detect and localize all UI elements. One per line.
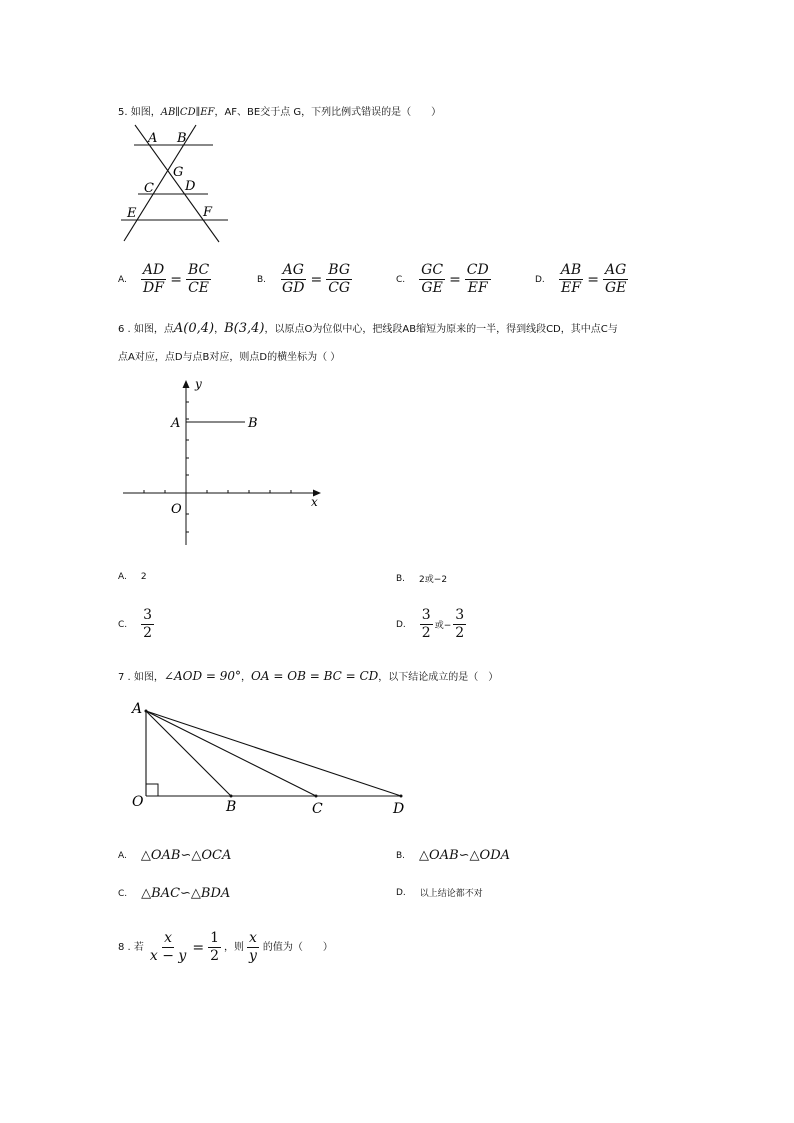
q8-den1: x − y (149, 948, 187, 964)
q5-option-a-equals: = (170, 271, 182, 288)
q6-option-d-letter: D. (396, 619, 406, 630)
q5-option-c-num1: GC (421, 262, 444, 278)
q8-den3: y (249, 948, 257, 964)
q5-option-d-num1: AB (560, 262, 582, 278)
q6-option-d-num1: 3 (421, 607, 431, 623)
q6-option-d-frac1 (420, 607, 433, 642)
q6-option-d-num2: 3 (455, 607, 465, 623)
q6-label-y: y (195, 377, 202, 391)
q7-label-b: B (226, 799, 237, 815)
q6-option-d-den1: 2 (421, 625, 431, 641)
q8-num3: x (249, 930, 257, 946)
q7-stem-pre: 7 . 如图， (118, 672, 164, 683)
q8-pre: 8 . 若 (118, 941, 144, 953)
q5-option-b[interactable] (257, 262, 352, 297)
q7-segment-ab (146, 711, 231, 796)
q7-label-c: C (312, 801, 323, 817)
q6-option-c-letter: C. (118, 619, 128, 630)
q5-option-c-letter: C. (396, 274, 406, 285)
q8-num2: 1 (210, 930, 219, 946)
q7-option-b-letter: B. (396, 850, 406, 861)
q7-label-o: O (132, 794, 144, 810)
q5-label-a: A (148, 131, 158, 146)
q6-label-a: A (171, 416, 181, 431)
q7-option-a-text: △OAB∽△OCA (140, 848, 232, 863)
q5-option-b-den1: GD (282, 280, 305, 296)
q5-stem-math: AB∥CD∥EF (160, 107, 215, 118)
q6-line1-pre: 6 . 如图，点 (118, 324, 174, 335)
q8-mid: ，则 (224, 941, 244, 953)
q5-option-a-letter: A. (118, 274, 127, 285)
q5-label-g: G (173, 165, 184, 180)
q5-label-b: B (177, 131, 187, 146)
q6-option-d-frac2 (453, 607, 466, 642)
q7-right-angle-mark (146, 784, 158, 796)
q7-sep: ， (241, 672, 252, 683)
q5-label-e: E (127, 206, 137, 221)
q5-option-a-den2: CE (188, 280, 210, 296)
q6-option-d-den2: 2 (455, 625, 465, 641)
q6-point-b: B(3,4) (224, 321, 265, 336)
q5-option-a-den1: DF (143, 280, 164, 296)
q7-point-d (400, 795, 403, 798)
q6-option-a[interactable] (118, 572, 147, 582)
q6-option-c[interactable] (118, 607, 154, 642)
q7-segment-ac (146, 711, 316, 796)
q7-angle: ∠AOD = 90° (163, 669, 242, 683)
q8-post: 的值为（ ） (262, 941, 333, 953)
q7-point-c (315, 795, 318, 798)
q7-option-d-letter: D. (396, 887, 406, 898)
q5-option-c-num2: CD (466, 262, 489, 278)
q6-label-o: O (171, 502, 182, 517)
q5-option-c-den1: GE (421, 280, 443, 296)
q6-option-a-letter: A. (118, 572, 127, 582)
q5-label-d: D (185, 179, 196, 194)
q5-stem (118, 106, 441, 120)
q7-stem-post: ，以下结论成立的是（ ） (378, 672, 499, 683)
q7-stem (118, 669, 498, 685)
q6-sep: ， (214, 324, 225, 335)
q6-option-c-frac (141, 607, 154, 642)
q5-option-c-equals: = (449, 271, 461, 288)
q6-label-x: x (311, 495, 318, 509)
q7-option-c[interactable] (118, 886, 230, 901)
q5-option-d-frac2 (603, 262, 628, 297)
q5-number: 5 (118, 107, 125, 118)
q5-option-d-letter: D. (535, 274, 545, 285)
q5-option-b-frac1 (280, 262, 306, 297)
q6-option-b-text: 2或−2 (419, 575, 448, 585)
q7-figure (128, 698, 413, 820)
q6-line1-post: ，以原点O为位似中心，把线段AB缩短为原来的一半，得到线段CD，其中点C与 (264, 324, 618, 335)
q6-option-b-letter: B. (396, 573, 406, 584)
q5-option-d[interactable] (535, 262, 628, 297)
q5-option-c-frac2 (465, 262, 491, 297)
q7-option-b-text: △OAB∽△ODA (419, 848, 511, 863)
q5-option-a-frac2 (186, 262, 211, 297)
q8-stem (118, 930, 333, 965)
q6-option-d-mid: 或− (434, 621, 452, 631)
q5-option-a-num2: BC (187, 262, 210, 278)
q7-label-d: D (393, 801, 405, 817)
q6-option-a-text: 2 (140, 572, 147, 582)
q5-option-d-num2: AG (604, 262, 627, 278)
q7-option-c-text: △BAC∽△BDA (141, 886, 231, 901)
q7-equalities: OA = OB = BC = CD (251, 669, 379, 683)
q5-option-c[interactable] (396, 262, 491, 297)
q6-point-a: A(0,4) (173, 321, 215, 336)
q5-option-a-frac1 (141, 262, 166, 297)
q7-segment-ad (146, 711, 401, 796)
q5-option-d-frac1 (559, 262, 583, 297)
q5-option-b-num1: AG (282, 262, 304, 278)
q6-option-c-num: 3 (143, 607, 153, 623)
q5-option-b-frac2 (326, 262, 352, 297)
q5-option-a[interactable] (118, 262, 211, 297)
q5-label-f: F (203, 205, 213, 220)
q6-figure (118, 374, 328, 550)
q5-stem-pre: . 如图， (124, 107, 161, 118)
q6-stem-line2: 点A对应，点D与点B对应，则点D的横坐标为（ ） (118, 352, 341, 363)
q8-frac3 (247, 930, 259, 965)
q7-point-b (230, 795, 233, 798)
q5-option-b-den2: CG (328, 280, 351, 296)
q8-frac1 (148, 930, 188, 965)
q7-option-b[interactable] (396, 848, 510, 863)
q5-option-b-letter: B. (257, 274, 267, 285)
q7-option-c-letter: C. (118, 888, 128, 899)
q5-label-c: C (144, 181, 154, 196)
q7-option-a[interactable] (118, 848, 231, 863)
q5-option-c-den2: EF (467, 280, 488, 296)
q8-num1: x (164, 930, 173, 946)
q5-option-d-den2: GE (604, 280, 627, 296)
q5-option-b-num2: BG (328, 262, 351, 278)
q7-option-d[interactable] (396, 886, 483, 899)
q6-option-c-den: 2 (143, 625, 153, 641)
q6-stem-line1 (118, 322, 618, 337)
q5-option-d-den1: EF (561, 280, 581, 296)
q5-option-a-num1: AD (142, 262, 165, 278)
q6-y-arrow (183, 380, 190, 388)
q5-option-c-frac1 (419, 262, 445, 297)
q8-frac2 (208, 930, 221, 965)
q8-den2: 2 (210, 948, 219, 964)
q5-option-d-equals: = (587, 271, 599, 288)
q7-point-a (145, 710, 148, 713)
q6-option-d[interactable] (396, 607, 466, 642)
q5-option-b-equals: = (310, 271, 323, 288)
q6-label-b: B (248, 416, 258, 431)
q5-stem-post: ，AF、BE交于点 G，下列比例式错误的是（ ） (214, 107, 442, 118)
q7-label-a: A (132, 701, 143, 717)
q8-equals: = (192, 939, 205, 956)
q7-option-a-letter: A. (118, 850, 127, 861)
q6-option-b[interactable] (396, 572, 447, 585)
q7-option-d-text: 以上结论都不对 (419, 889, 483, 899)
q5-figure (118, 122, 230, 246)
